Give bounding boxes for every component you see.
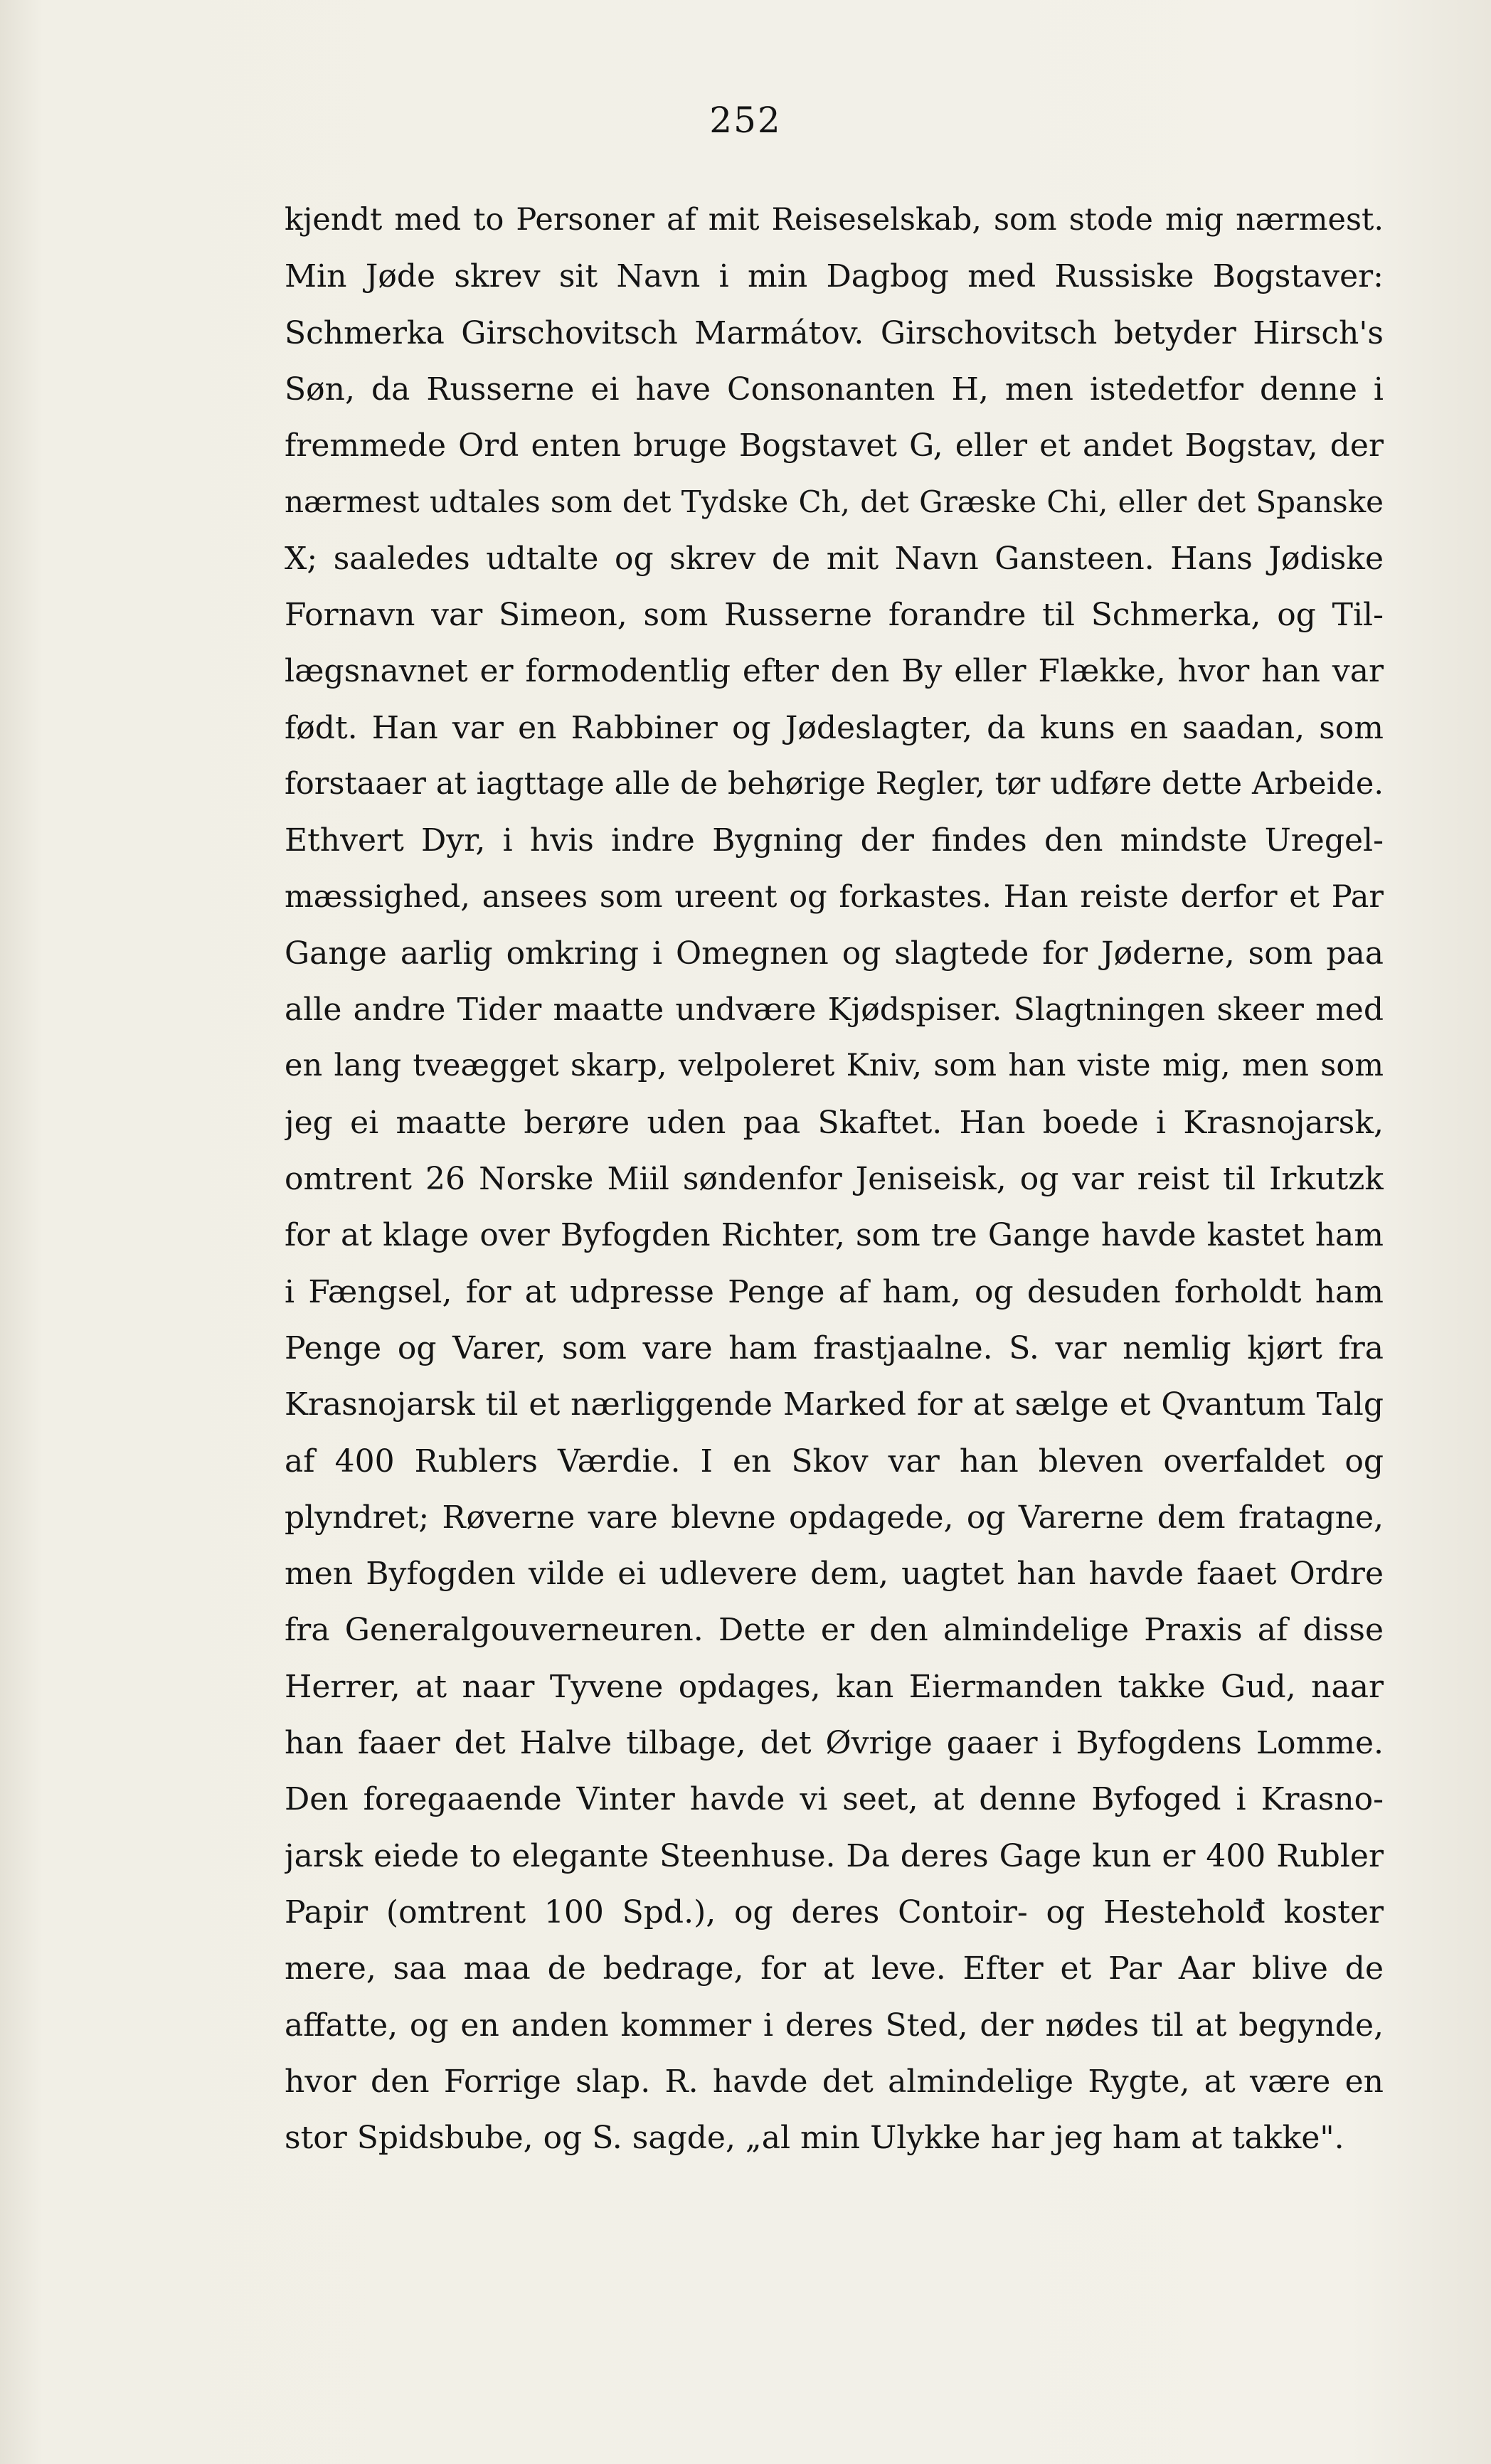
text-line: Papir (omtrent 100 Spd.), og deres Contoir- og Hesteholđ koster (285, 1894, 1384, 1931)
text-line: Ethvert Dyr, i hvis indre Bygning der findes den mindste Uregel- (285, 822, 1384, 859)
text-line: mere, saa maa de bedrage, for at leve. Efter et Par Aar blive de (285, 1950, 1384, 1987)
text-line: jarsk eiede to elegante Steenhuse. Da deres Gage kun er 400 Rubler (285, 1837, 1384, 1874)
text-line: mæssighed, ansees som ureent og forkastes. Han reiste derfor et Par (285, 878, 1384, 915)
text-line: Søn, da Russerne ei have Consonanten H, men istedetfor denne i (285, 371, 1384, 408)
text-line: forstaaer at iagttage alle de behørige Regler, tør udføre dette Arbeide. (285, 765, 1384, 802)
text-line: født. Han var en Rabbiner og Jødeslagter, da kuns en saadan, som (285, 709, 1384, 746)
text-line: jeg ei maatte berøre uden paa Skaftet. Han boede i Krasnojarsk, (285, 1104, 1384, 1141)
text-line: lægsnavnet er formodentlig efter den By eller Flække, hvor han var (285, 653, 1384, 690)
text-line: Gange aarlig omkring i Omegnen og slagtede for Jøderne, som paa (285, 935, 1384, 972)
text-line: men Byfogden vilde ei udlevere dem, uagtet han havde faaet Ordre (285, 1556, 1384, 1593)
text-line: af 400 Rublers Værdie. I en Skov var han bleven overfaldet og (285, 1443, 1384, 1480)
text-line: for at klage over Byfogden Richter, som tre Gange havde kastet ham (285, 1217, 1384, 1254)
text-line: kjendt med to Personer af mit Reiseselskab, som stode mig nærmest. (285, 202, 1384, 238)
text-line: affatte, og en anden kommer i deres Sted, der nødes til at begynde, (285, 2007, 1384, 2044)
text-line: i Fængsel, for at udpresse Penge af ham, og desuden forholdt ham (285, 1273, 1384, 1310)
body-text (285, 192, 1384, 2166)
text-line: Den foregaaende Vinter havde vi seet, at denne Byfoged i Krasno- (285, 1781, 1384, 1818)
text-line: fremmede Ord enten bruge Bogstavet G, eller et andet Bogstav, der (285, 428, 1384, 464)
text-line: Fornavn var Simeon, som Russerne forandre til Schmerka, og Til- (285, 597, 1384, 634)
text-line: Herrer, at naar Tyvene opdages, kan Eiermanden takke Gud, naar (285, 1668, 1384, 1705)
page-number: 252 (709, 100, 782, 141)
text-line: Krasnojarsk til et nærliggende Marked for at sælge et Qvantum Talg (285, 1386, 1384, 1423)
text-line: en lang tveægget skarp, velpoleret Kniv, som han viste mig, men som (285, 1048, 1384, 1084)
text-line: Min Jøde skrev sit Navn i min Dagbog med Russiske Bogstaver: (285, 258, 1384, 295)
text-line: X; saaledes udtalte og skrev de mit Navn Gansteen. Hans Jødiske (285, 540, 1384, 577)
text-line: stor Spidsbube, og S. sagde, „al min Ulykke har jeg ham at takke". (285, 2120, 1344, 2157)
text-line: omtrent 26 Norske Miil søndenfor Jeniseisk, og var reist til Irkutzk (285, 1161, 1384, 1198)
text-line: fra Generalgouverneuren. Dette er den almindelige Praxis af disse (285, 1612, 1384, 1649)
text-line: Schmerka Girschovitsch Marmátov. Girschovitsch betyder Hirsch's (285, 314, 1384, 351)
text-line: alle andre Tider maatte undvære Kjødspiser. Slagtningen skeer med (285, 992, 1384, 1029)
text-line: han faaer det Halve tilbage, det Øvrige gaaer i Byfogdens Lomme. (285, 1725, 1384, 1762)
text-line: Penge og Varer, som vare ham frastjaalne. S. var nemlig kjørt fra (285, 1329, 1384, 1366)
text-line: hvor den Forrige slap. R. havde det almindelige Rygte, at være en (285, 2063, 1384, 2100)
text-line: plyndret; Røverne vare blevne opdagede, og Varerne dem fratagne, (285, 1499, 1384, 1536)
text-line: nærmest udtales som det Tydske Ch, det Græske Chi, eller det Spanske (285, 484, 1384, 520)
